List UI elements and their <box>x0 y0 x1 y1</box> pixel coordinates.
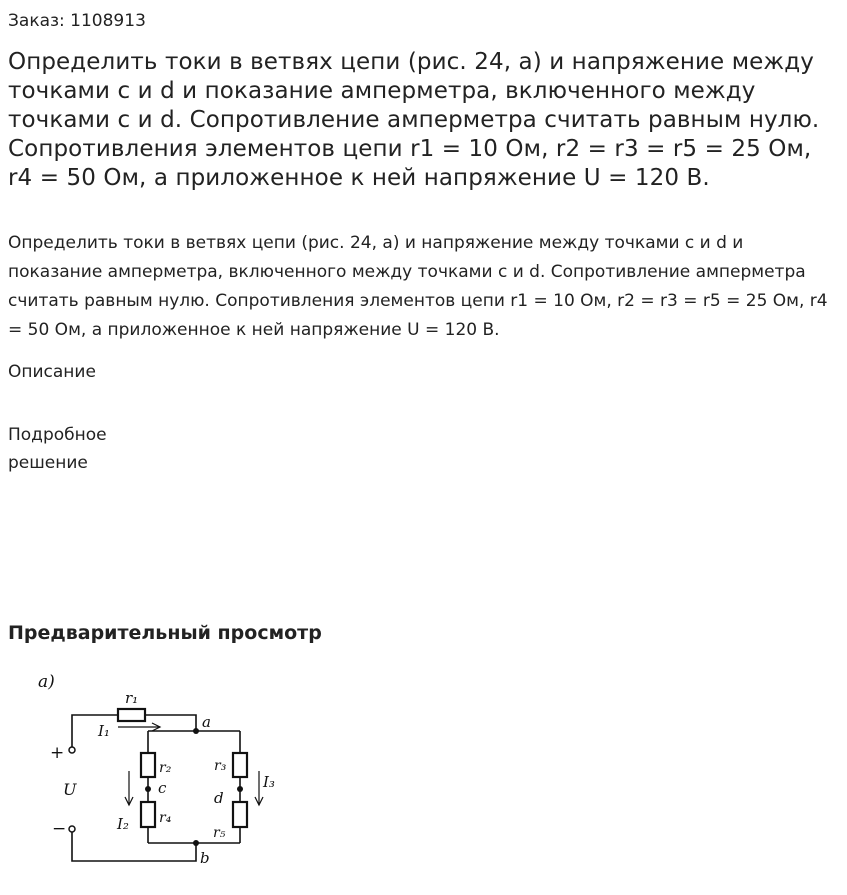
label-node-a: a <box>202 713 211 731</box>
resistor-r1 <box>118 709 145 721</box>
node-d-dot <box>237 786 243 792</box>
resistor-r2 <box>141 753 155 777</box>
circuit-diagram <box>30 665 290 880</box>
label-node-b: b <box>200 849 210 867</box>
label-i2: I₂ <box>117 815 129 833</box>
solution-label: Подробное решение <box>8 425 107 473</box>
label-r5: r₅ <box>213 825 226 841</box>
node-b-dot <box>193 840 199 846</box>
order-number: Заказ: 1108913 <box>8 11 146 31</box>
task-description: Определить токи в ветвях цепи (рис. 24, а) и напряжение между точками c и d и показание амперметра, включенного между точками c и d. Сопротивление амперметра считать равным нулю. Сопротивления элементов цепи r1 = 10 Ом, r2 = r3 = r5 = 25 Ом, r4 = 50 Ом, а приложенное к ней напряжение U = 120 В. <box>8 233 828 340</box>
label-i3: I₃ <box>263 773 275 791</box>
label-node-c: c <box>158 779 167 797</box>
resistor-r5 <box>233 802 247 827</box>
description-heading: Описание <box>8 362 96 382</box>
resistor-r3 <box>233 753 247 777</box>
preview-heading: Предварительный просмотр <box>8 622 322 644</box>
label-i1: I₁ <box>98 722 110 740</box>
label-minus: − <box>52 819 67 839</box>
figure-label: а) <box>38 672 55 692</box>
node-c-dot <box>145 786 151 792</box>
label-r3: r₃ <box>214 758 227 774</box>
node-a-dot <box>193 728 199 734</box>
label-r1: r₁ <box>125 689 139 707</box>
label-node-d: d <box>214 789 224 807</box>
label-plus: + <box>50 743 65 763</box>
label-u: U <box>63 780 77 799</box>
minus-terminal <box>69 826 75 832</box>
task-title: Определить токи в ветвях цепи (рис. 24, а) и напряжение между точками c и d и показание амперметра, включенного между точками c и d. Сопротивление амперметра считать равным нулю. Сопротивления элементов цепи r1 = 10 Ом, r2 = r3 = r5 = 25 Ом, r4 = 50 Ом, а приложенное к ней напряжение U = 120 В. <box>8 49 820 191</box>
label-r2: r₂ <box>159 760 172 776</box>
plus-terminal <box>69 747 75 753</box>
label-r4: r₄ <box>159 810 172 826</box>
resistor-r4 <box>141 802 155 827</box>
